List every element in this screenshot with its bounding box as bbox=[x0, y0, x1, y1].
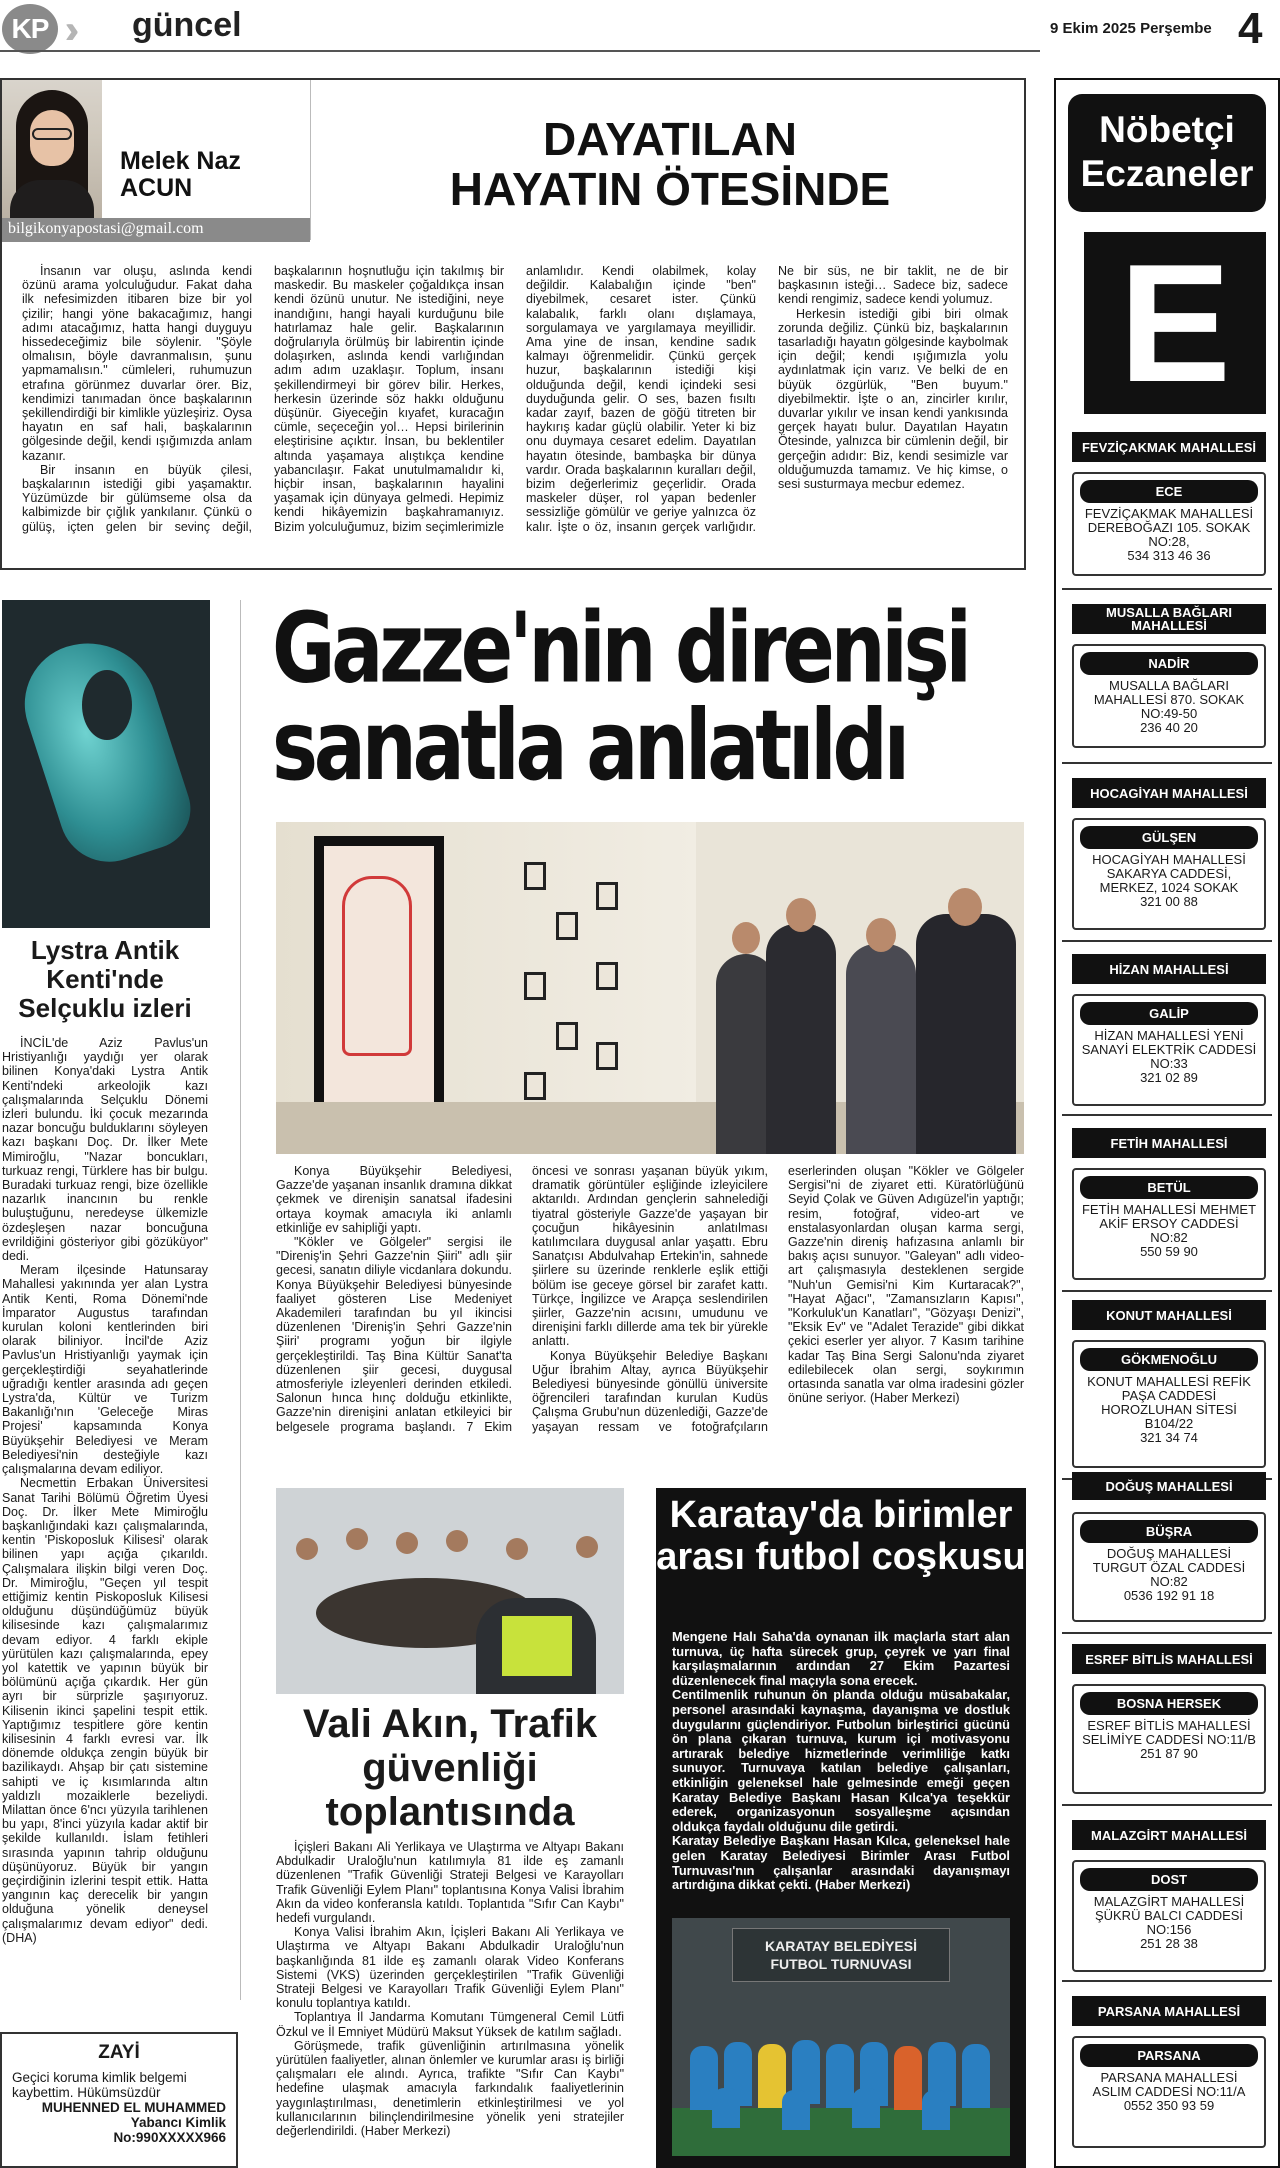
karatay-paragraph: Karatay Belediye Başkanı Hasan Kılca, geleneksel hale gelen Karatay Belediyesi Birimler Arası Futbol Turnuvası'nın çalışanlar arasındaki dayanışmayı artırdığına dikkat çekti. (Haber Merkezi) bbox=[672, 1833, 1010, 1893]
pharmacy-address: MALAZGİRT MAHALLESİ ŞÜKRÜ BALCI CADDESİ NO:156 bbox=[1093, 1894, 1245, 1937]
lystra-headline: Lystra Antik Kenti'nde Selçuklu izleri bbox=[18, 935, 192, 1023]
mahalle-label: KONUT MAHALLESİ bbox=[1072, 1300, 1266, 1330]
pharmacy-name: DOST bbox=[1080, 1868, 1258, 1891]
column-title-line2: HAYATIN ÖTESİNDE bbox=[449, 163, 891, 215]
football-team-photo bbox=[672, 1918, 1010, 2156]
banner-line2: FUTBOL TURNUVASI bbox=[770, 1956, 912, 1972]
mahalle-label: HOCAGİYAH MAHALLESİ bbox=[1072, 778, 1266, 808]
vali-body bbox=[276, 1840, 624, 2168]
pharmacy-address: ESREF BİTLİS MAHALLESİ SELİMİYE CADDESİ NO:11/B bbox=[1082, 1718, 1256, 1747]
pharmacy-address: MUSALLA BAĞLARI MAHALLESİ 870. SOKAK NO:49-50 bbox=[1093, 678, 1245, 721]
column-title-line1: DAYATILAN bbox=[543, 113, 797, 165]
sidebar-rule bbox=[1062, 1804, 1272, 1806]
mahalle-label: DOĞUŞ MAHALLESİ bbox=[1072, 1472, 1266, 1500]
page-number: 4 bbox=[1238, 4, 1263, 53]
vali-paragraph: Konya Valisi İbrahim Akın, İçişleri Bakanı Ali Yerlikaya ve Ulaştırma ve Altyapı Bakanı Abdulkadir Uraloğlu'nun başkanlığında 81 ilde eş zamanlı olarak Video Konferans Sistemi (VKS) üzerinden gerçekleştirilen "Trafik Güvenliği Strateji Belgesi ve Karayolları Trafik Güvenliği Eylem Planı" konulu toplantıya katıldı. bbox=[276, 1925, 624, 2011]
vali-paragraph: Görüşmede, trafik güvenliğinin artırılmasına yönelik yürütülen faaliyetler, alınan önlemler ve kurumlar arası iş birliği çalışmaları ele alındı. Ayrıca, trafikte "Sıfır Can Kaybı" hedefine ulaşmak amacıyla farkındalık faaliyetlerinin yaygınlaştırılması, denetimlerin etkinleştirilmesi ve yol kullanıcılarının bilinçlendirilmesine yönelik yeni stratejiler değerlendirildi. (Haber Merkezi) bbox=[276, 2038, 624, 2139]
author-last-name: ACUN bbox=[120, 174, 193, 202]
mahalle-label: HİZAN MAHALLESİ bbox=[1072, 954, 1266, 984]
pharmacy-card bbox=[1072, 818, 1266, 930]
pharmacy-card bbox=[1072, 472, 1266, 576]
author-email[interactable]: bilgikonyapostasi@gmail.com bbox=[2, 218, 310, 242]
pharmacy-name: BETÜL bbox=[1080, 1176, 1258, 1199]
vali-headline: Vali Akın, Trafik güvenliği toplantısında bbox=[302, 1702, 598, 1834]
pharmacy-name: BÜŞRA bbox=[1080, 1520, 1258, 1543]
gazze-headline-line2: sanatla anlatıldı bbox=[272, 689, 906, 803]
pharmacy-phone: 0552 350 93 59 bbox=[1123, 2098, 1215, 2113]
mahalle-label: MUSALLA BAĞLARI MAHALLESİ bbox=[1072, 604, 1266, 634]
meeting-photo bbox=[276, 1488, 624, 1694]
lystra-paragraph: Meram ilçesinde Hatunsaray Mahallesi yakınında yer alan Lystra Antik Kenti, Roma Dönemi'nde İmparator Augustus tarafından kurulan koloni kentlerinden biri olarak biliniyor. İncil'de Aziz Pavlus'un Hristiyanlığı yaymak için gerçekleştirdiği seyahatlerinde uğradığı kentler arasında adı geçen Lystra'da, Kültür ve Turizm Bakanlığı'nın 'Geleceğe Miras Projesi' kapsamında Konya Büyükşehir Belediyesi ve Meram Belediyesi'nin desteğiyle kazı çalışmalarına devam ediliyor. bbox=[2, 1263, 208, 1477]
gazze-paragraph: "Kökler ve Gölgeler" sergisi ile "Direniş'in Şehri Gazze'nin Şiiri" adlı şiir gecesi, sanatın diliyle vicdanlara dokundu. Konya Büyükşehir Belediyesi bünyesinde faaliyet gösteren Lise Medeniyet Akademileri tarafından bu yıl ikincisi düzenlenen 'Direniş'in Şehri Gazze'nin Şiiri' programı yoğun bir ilgiyle gerçekleştirildi. Taş Bina Kültür Sanat'ta düzenlenen şiir gecesi, duygusal atmosferiyle izleyenleri derinden etkiledi. Salonun hınca hınç dolduğu etkinlikte, Gazze'nin direnişini anlatan etkileyici bir belgesele programa başlandı. 7 Ekim öncesi ve sonrası yaşanan büyük yıkım, dramatik görüntüler eşliğinde izleyicilere aktarıldı. Ardından gençlerin sahnelediği tiyatral gösteriyle Gazze'de yaşayan bir çocuğun hikâyesinin anlatılması katılımcılara duygusal anlar yaşattı. Ebru Sanatçısı Abdulvahap Ertekin'in, sahnede şiirlere su üzerinde renklerle eşlik ettiği bölüm ise geceye görsel bir zarafet kattı. Türkçe, İngilizce ve Arapça seslendirilen şiirler, Gazze'nin acısını, umudunu ve direnişini farklı dillerde ama tek bir yürekle anlattı. bbox=[276, 1164, 768, 1434]
pharmacy-address: KONUT MAHALLESİ REFİK PAŞA CADDESİ HOROZLUHAN SİTESİ B104/22 bbox=[1087, 1374, 1251, 1431]
sidebar-rule bbox=[1062, 588, 1272, 590]
pharmacy-name: GÖKMENOĞLU bbox=[1080, 1348, 1258, 1371]
pharmacy-card bbox=[1072, 1340, 1266, 1468]
pharmacy-name: BOSNA HERSEK bbox=[1080, 1692, 1258, 1715]
bead-photo bbox=[2, 600, 210, 928]
karatay-headline: Karatay'da birimler arası futbol coşkusu bbox=[656, 1494, 1026, 1578]
pharmacy-name: ECE bbox=[1080, 480, 1258, 503]
sidebar-rule bbox=[1062, 940, 1272, 942]
zayi-id-label: Yabancı Kimlik bbox=[130, 2115, 226, 2130]
zayi-name: MUHENNED EL MUHAMMED bbox=[41, 2100, 226, 2115]
pharmacy-card bbox=[1072, 2036, 1266, 2148]
column-divider bbox=[310, 80, 311, 240]
section-title: güncel bbox=[132, 6, 242, 44]
pharmacy-phone: 251 28 38 bbox=[1140, 1936, 1198, 1951]
column-title bbox=[320, 114, 1020, 214]
sidebar-rule bbox=[1062, 1290, 1272, 1292]
sidebar-rule bbox=[1062, 1980, 1272, 1982]
pharmacy-name: PARSANA bbox=[1080, 2044, 1258, 2067]
mahalle-label: MALAZGİRT MAHALLESİ bbox=[1072, 1820, 1266, 1850]
pharmacy-phone: 550 59 90 bbox=[1140, 1244, 1198, 1259]
zayi-id-no: No:990XXXXX966 bbox=[113, 2130, 226, 2145]
lystra-paragraph: İNCİL'de Aziz Pavlus'un Hristiyanlığı yaydığı yer olarak bilinen Konya'daki Lystra Antik Kenti'ndeki arkeolojik kazı çalışmalarında Selçuklu Dönemi izleri bulundu. İki çocuk mezarında nazar boncuğu bulduklarını söyleyen kazı başkanı Doç. Dr. İlker Mete Mimiroğlu, "Nazar boncukları, turkuaz rengi, Türklere has bir bulgu. Buradaki turkuaz rengi, bize özellikle nazarlık inancının bu renkle buluştuğunu, neredeyse ülkemizle özdeşleşen nazar boncuğuna evrildiğini gösteriyor gibi gözüküyor" dedi. bbox=[2, 1036, 208, 1264]
tournament-banner bbox=[732, 1928, 950, 1982]
lystra-paragraph: Necmettin Erbakan Üniversitesi Sanat Tarihi Bölümü Öğretim Üyesi Doç. Dr. İlker Mete Mimiroğlu başkanlığındaki kazı çalışmalarında, kentin 'Piskoposluk Kilisesi' olarak bilinen yapı açığa çıkarıldı. Çalışmalara ilişkin bilgi veren Doç. Dr. Mimiroğlu, "Geçen yıl tespit ettiğimiz kentin Piskoposluk Kilisesi olduğunu düşündüğümüz büyük kilisesinde kazı çalışmalarımız devam ediyor. 4 farklı ekiple yürütülen kazı çalışmalarında, epey yol katettik ve yapının büyük bir bölümünü açığa çıkardık. Her gün ayrı bir sürprizle şaşırıyoruz. Kilisenin ikinci şapelini tespit ettik. Yaptığımız tespitlere göre kentin kilisesinin 4 farklı evresi var. İlk dönemde oldukça zengin büyük bir bazilikaydı. Ahşap bir çatı sistemine sahipti ve iç kısımlarında altın yaldızlı mozaiklerle bezeliydi. Milattan önce 6'ncı yüzyıla tarihlenen bu yapı, 8'inci yüzyıla kadar aktif bir şekilde kullanıldı. İslam fetihleri sırasında yapının tahrip olduğunu düşünüyoruz. Büyük bir yangın geçirdiğinin izlerini tespit ettik. Hatta yangının kaç derecelik bir yangın olduğuna yönelik deneysel çalışmalarımız devam ediyor" dedi. (DHA) bbox=[2, 1476, 208, 1945]
mahalle-label: PARSANA MAHALLESİ bbox=[1072, 1996, 1266, 2026]
pharmacy-card bbox=[1072, 1684, 1266, 1794]
gazze-paragraph: Konya Büyükşehir Belediyesi, Gazze'de yaşanan insanlık dramına dikkat çekmek ve direnişin sanatsal ifadesini ortaya koymak amacıyla iki anlamlı etkinliğe ev sahipliği yaptı. bbox=[276, 1164, 512, 1235]
pharmacy-name: GALİP bbox=[1080, 1002, 1258, 1025]
column-body bbox=[22, 264, 1008, 566]
pharmacy-e-logo: E bbox=[1084, 232, 1266, 414]
pharmacy-card bbox=[1072, 644, 1266, 748]
pharmacy-address: PARSANA MAHALLESİ ASLIM CADDESİ NO:11/A bbox=[1092, 2070, 1246, 2099]
author-photo bbox=[2, 80, 102, 222]
pharmacy-address: HİZAN MAHALLESİ YENİ SANAYİ ELEKTRİK CADDESİ NO:33 bbox=[1081, 1028, 1257, 1071]
exhibition-photo bbox=[276, 822, 1024, 1154]
pharmacy-address: DOĞUŞ MAHALLESİ TURGUT ÖZAL CADDESİ NO:82 bbox=[1092, 1546, 1246, 1589]
pharmacy-name: GÜLŞEN bbox=[1080, 826, 1258, 849]
pharmacy-address: HOCAGİYAH MAHALLESİ SAKARYA CADDESİ, MERKEZ, 1024 SOKAK bbox=[1092, 852, 1246, 895]
gazze-headline bbox=[272, 591, 968, 803]
author-first-name: Melek Naz bbox=[120, 147, 241, 175]
pharmacy-card bbox=[1072, 1512, 1266, 1622]
pharmacy-address: FETİH MAHALLESİ MEHMET AKİF ERSOY CADDESİ NO:82 bbox=[1081, 1202, 1257, 1245]
sidebar-rule bbox=[1062, 1632, 1272, 1634]
pharmacy-card bbox=[1072, 994, 1266, 1106]
zayi-title: ZAYİ bbox=[98, 2042, 140, 2063]
sidebar-rule bbox=[1062, 762, 1272, 764]
pharmacy-phone: 0536 192 91 18 bbox=[1123, 1588, 1215, 1603]
pharmacy-phone: 321 02 89 bbox=[1140, 1070, 1198, 1085]
karatay-paragraph: Mengene Halı Saha'da oynanan ilk maçlarla start alan turnuva, üç hafta sürecek grup, çeyrek ve yarı final karşılaşmalarının ardından 27 Ekim Pazartesi düzenlenecek final maçıyla sona erecek. bbox=[672, 1629, 1010, 1688]
mahalle-label: FEVZİÇAKMAK MAHALLESİ bbox=[1072, 432, 1266, 462]
pharmacy-phone: 236 40 20 bbox=[1140, 720, 1198, 735]
pharmacy-card bbox=[1072, 1860, 1266, 1972]
author-name bbox=[120, 148, 241, 202]
newspaper-logo: KP bbox=[2, 4, 58, 54]
issue-date: 9 Ekim 2025 Perşembe bbox=[1050, 20, 1212, 37]
karatay-paragraph: Centilmenlik ruhunun ön planda olduğu müsabakalar, personel arasındaki kaynaşma, dayanışma ve dostluk duygularını güçlendiriyor. Futbolun birleştirici gücünü ön plana çıkaran turnuva, kurum içi motivasyonu artırarak belediye hizmetlerinde verimliliğe katkı sunuyor. Turnuvaya katılan belediye çalışanları, etkinliğin geleneksel hale gelmesinde emeği geçen Karatay Belediye Başkanı Hasan Kılca'ya teşekkür ederek, organizasyonun sosyalleşme açısından oldukça faydalı olduğunu dile getirdi. bbox=[672, 1687, 1010, 1834]
gazze-paragraph: Konya Büyükşehir Belediye Başkanı Uğur İbrahim Altay, ayrıca Büyükşehir Belediyesi bünyesinde gönüllü üniversite öğrencileri tarafından kurulan Kudüs Çalışma Grubu'nun düzenlediği, Gazze'de yaşayan ressam ve fotoğrafçıların eserlerinden oluşan "Kökler ve Gölgeler Sergisi"ni de ziyaret etti. Küratörlüğünü Seyid Çolak ve Güven Adıgüzel'in yaptığı; resim, fotoğraf, video-art ve enstalasyonlardan oluşan karma sergi, Gazze'nin direniş hafızasına anlamlı bir bakış açısı sunuyor. "Galeyan" adlı video-art çalışmasıyla desteklenen sergide "Nuh'un Gemisi'ni Kim Kurtaracak?", "Hayat Ağacı", "Zamansızların Kapısı", "Korkuluk'un Kanatları", "Gözyaşı Denizi", "Eksik Ev" ve "Adalet Terazide" gibi dikkat çekici eserler yer alıyor. 7 Kasım tarihine kadar Taş Bina Sergi Salonu'nda ziyaret edilebilecek olan sergi, soykırımın ortasında sanatla var olma iradesini gözler önüne seriyor. (Haber Merkezi) bbox=[532, 1164, 1024, 1434]
mahalle-label: FETİH MAHALLESİ bbox=[1072, 1128, 1266, 1158]
column-divider bbox=[240, 600, 241, 2000]
vali-paragraph: Toplantıya İl Jandarma Komutanı Tümgeneral Cemil Lütfi Özkul ve İl Emniyet Müdürü Maksut Yüksek de katılım sağladı. bbox=[276, 2010, 624, 2039]
pharmacy-phone: 321 34 74 bbox=[1140, 1430, 1198, 1445]
pharmacy-phone: 321 00 88 bbox=[1140, 894, 1198, 909]
lystra-body bbox=[2, 1036, 208, 1996]
sidebar-title bbox=[1068, 94, 1266, 212]
header-rule bbox=[0, 50, 1040, 52]
pharmacy-phone: 251 87 90 bbox=[1140, 1746, 1198, 1761]
gazze-body bbox=[276, 1164, 1024, 1488]
gazze-headline-line1: Gazze'nin direnişi bbox=[272, 591, 968, 705]
sidebar-rule bbox=[1062, 1114, 1272, 1116]
pharmacy-name: NADİR bbox=[1080, 652, 1258, 675]
vali-paragraph: İçişleri Bakanı Ali Yerlikaya ve Ulaştırma ve Altyapı Bakanı Abdulkadir Uraloğlu'nun katılımıyla 81 ilde eş zamanlı düzenlenen "Trafik Güvenliği Strateji Belgesi ve Karayolları Trafik Güvenliği Eylem Planı" toplantısına Konya Valisi İbrahim Akın da video konferansla katıldı. Toplantıda "Sıfır Can Kaybı" hedefi vurgulandı. bbox=[276, 1840, 624, 1926]
column-paragraph: Herkesin istediği gibi biri olmak zorunda değiliz. Çünkü biz, başkalarının tasarladığı hayatın gölgesinde kaybolmak için değil; kendi ışığımızla yolu aydınlatmak için varız. Ve belki de en büyük özgürlük, "Ben buyum." diyebilmektir. İşte o an, zincirler kırılır, duvarlar yıkılır ve insan kendi yankısında gerçek hayatı bulur. Dayatılan Hayatın Ötesinde, yalnızca bir cümlenin değil, bir gerçeğin adıdır: Biz, kendi sesimizle var olduğumuzda tamamız. Ve hiç kimse, o sesi susturmaya mecbur edemez. bbox=[778, 306, 1009, 492]
pharmacy-phone: 534 313 46 36 bbox=[1127, 548, 1211, 563]
sidebar-title-line1: Nöbetçi bbox=[1099, 109, 1235, 150]
column-paragraph: İnsanın var oluşu, aslında kendi özünü arama yolculuğudur. Fakat daha ilk nefesimizden itibaren bize bir yol çizilir; hangi yöne bakacağımız, hangi adımı atacağımız, hatta hangi duyguyu hissedeceğimiz bile söylenir. "Şöyle olmalısın, böyle davranmalısın, şunu yapmamalısın." cümleleri, ruhumuzun etrafına görünmez duvarlar örer. Biz, kendimizi tanımadan önce başkalarının şekillendirdiği bir kimlikle yüzleşiriz. Oysa hayatın en saf hali, başkalarının gölgesinde değil, kendi ışığımızda anlam kazanır. bbox=[22, 264, 252, 463]
zayi-notice bbox=[0, 2032, 238, 2168]
sidebar-title-line2: Eczaneler bbox=[1080, 153, 1254, 194]
pharmacy-card bbox=[1072, 1168, 1266, 1280]
mahalle-label: ESREF BİTLİS MAHALLESİ bbox=[1072, 1644, 1266, 1674]
pharmacy-address: FEVZİÇAKMAK MAHALLESİ DEREBOĞAZI 105. SOKAK NO:28, bbox=[1084, 506, 1254, 549]
karatay-body bbox=[672, 1630, 1010, 1906]
column-paragraph: Bir insanın en büyük çilesi, başkalarının istediği gibi yaşamaktır. Yüzümüzde bir gülümseme olsa da kalbimizde bir çığlık yankılanır. Çünkü o gülüş, içten gelen bir sevinç değil, başkalarının hoşnutluğu için takılmış bir maskedir. Bu maskeler çoğaldıkça insan kendi özünü unutur. Ne istediğini, neye inandığını, hangi hayali kurduğunu bile hatırlamaz hale gelir. Başkalarının doğrularıyla örülmüş bir labirentin içinde dolaşırken, aslında kendi varlığından adım adım uzaklaşır. Toplum, insanı şekillendirmeyi bir görev bilir. Herkes, herkesin üzerinde söz hakkı olduğunu düşünür. Giyeceğin kıyafet, kuracağın cümle, seçeceğin yol… Hepsi birilerinin eleştirisine açıktır. İnsan, bu beklentiler altında yaşamaya alıştıkça kendine yabancılaşır. Fakat unutulmamalıdır ki, hiçbir insan, başkalarının hayalini yaşamak için dünyaya gelmedi. Hepimiz kendi hikâyemizin başkahramanıyız. Bizim yolculuğumuz, bizim seçimlerimizle anlamlıdır. Kendi olabilmek, kolay değildir. Kalabalığın içinde "ben" diyebilmek, cesaret ister. Çünkü kalabalık, farklı olanı dışlamaya, sorgulamaya ve yargılamaya meyillidir. Ama yine de insan, kendine sadık kalmayı öğrenmelidir. Çünkü gerçek huzur, başkalarının istediği kişi olduğunda değil, kendi içindeki sesi duyduğunda gelir. O ses, bazen fısıltı kadar zayıf, bazen de göğü titreten bir haykırış kadar güçlü olabilir. Yeter ki biz onu duymaya cesaret edelim. Dayatılan hayatın ötesinde, bambaşka bir dünya vardır. Orada başkalarının kuralları değil, bizim değerlerimiz geçerlidir. Orada maskeler düşer, rol yapan bedenler sessizliğe gömülür ve geriye yalnızca öz kalır. İşte o öz, insanın gerçek varlığıdır. Ne bir süs, ne bir taklit, ne de bir başkasının isteği… Sadece biz, sadece kendi rengimiz, sadece kendi yolumuz. bbox=[22, 264, 1008, 534]
zayi-body: Geçici koruma kimlik belgemi kaybettim. Hükümsüzdür bbox=[12, 2070, 187, 2100]
banner-line1: KARATAY BELEDİYESİ bbox=[765, 1938, 917, 1954]
